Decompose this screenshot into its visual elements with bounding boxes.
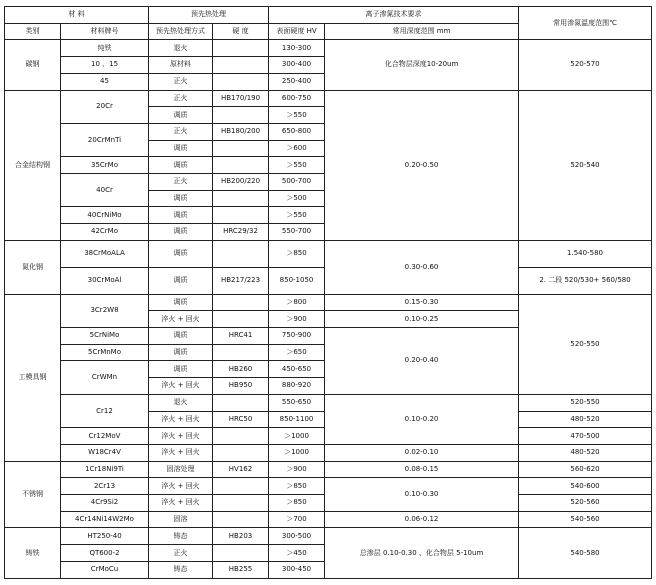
method-cell: 正火 (149, 123, 213, 140)
method-cell: 调质 (149, 344, 213, 361)
method-cell: 铸态 (149, 561, 213, 578)
method-cell: 正火 (149, 90, 213, 107)
grade-cell: 35CrMo (61, 157, 149, 174)
surface-hardness-cell: ＞550 (269, 107, 325, 124)
hardness-cell (213, 545, 269, 562)
surface-hardness-cell: 300-400 (269, 57, 325, 74)
grade-cell: 20Cr (61, 90, 149, 123)
header-hardness: 硬 度 (213, 23, 269, 40)
depth-cell: 0.15-0.30 (325, 294, 519, 311)
temp-cell: 470-500 (519, 428, 652, 445)
grade-cell: 42CrMo (61, 224, 149, 241)
surface-hardness-cell: ＞900 (269, 311, 325, 328)
surface-hardness-cell: 250-400 (269, 73, 325, 90)
depth-cell: 0.02-0.10 (325, 444, 519, 461)
surface-hardness-cell: 500-700 (269, 174, 325, 191)
header-category: 类别 (5, 23, 61, 40)
depth-cell: 0.10-0.20 (325, 394, 519, 444)
depth-cell: 化合物层深度10-20um (325, 40, 519, 90)
grade-cell: QT600-2 (61, 545, 149, 562)
surface-hardness-cell: 550-700 (269, 224, 325, 241)
method-cell: 调质 (149, 240, 213, 267)
surface-hardness-cell: 880-920 (269, 378, 325, 395)
table-row (5, 240, 652, 267)
temp-cell: 520-550 (519, 394, 652, 411)
grade-cell: CrMoCu (61, 561, 149, 578)
temp-cell: 540-580 (519, 528, 652, 579)
method-cell: 淬火 + 回火 (149, 495, 213, 512)
table-row (5, 394, 652, 411)
table-row (5, 511, 652, 528)
hardness-cell: HRC41 (213, 328, 269, 345)
grade-cell: 4Cr14Ni14W2Mo (61, 511, 149, 528)
hardness-cell: HB200/220 (213, 174, 269, 191)
surface-hardness-cell: ＞850 (269, 240, 325, 267)
grade-cell: Cr12 (61, 394, 149, 427)
depth-cell: 0.10-0.25 (325, 311, 519, 328)
header-row-1 (5, 7, 652, 24)
grade-cell: 4Cr9Si2 (61, 495, 149, 512)
hardness-cell: HB203 (213, 528, 269, 545)
temp-cell: 1.540-580 (519, 240, 652, 267)
depth-cell: 总渗层 0.10-0.30 、化合物层 5-10um (325, 528, 519, 579)
grade-cell: 5CrMnMo (61, 344, 149, 361)
surface-hardness-cell: ＞600 (269, 140, 325, 157)
hardness-cell (213, 294, 269, 311)
header-material: 材 料 (5, 7, 149, 24)
surface-hardness-cell: 300-450 (269, 561, 325, 578)
header-ion-tech: 离子渗氮技术要求 (269, 7, 519, 24)
table-row (5, 294, 652, 311)
grade-cell: 40CrNiMo (61, 207, 149, 224)
category-cell: 碳钢 (5, 40, 61, 90)
surface-hardness-cell: ＞850 (269, 495, 325, 512)
temp-cell: 540-560 (519, 511, 652, 528)
grade-cell: 纯铁 (61, 40, 149, 57)
hardness-cell: HB260 (213, 361, 269, 378)
method-cell: 正火 (149, 545, 213, 562)
table-row (5, 90, 652, 107)
method-cell: 淬火 + 回火 (149, 444, 213, 461)
surface-hardness-cell: 450-650 (269, 361, 325, 378)
hardness-cell (213, 478, 269, 495)
table-row (5, 528, 652, 545)
surface-hardness-cell: ＞1000 (269, 428, 325, 445)
grade-cell: CrWMn (61, 361, 149, 394)
depth-cell: 0.20-0.40 (325, 328, 519, 395)
header-method: 预先热处理方式 (149, 23, 213, 40)
surface-hardness-cell: ＞800 (269, 294, 325, 311)
hardness-cell (213, 207, 269, 224)
header-grade: 材料牌号 (61, 23, 149, 40)
grade-cell: 30CrMoAl (61, 267, 149, 294)
surface-hardness-cell: ＞550 (269, 207, 325, 224)
spec-table (4, 6, 652, 579)
method-cell: 调质 (149, 140, 213, 157)
header-common-temp: 常用渗氮温度范围℃ (519, 7, 652, 40)
surface-hardness-cell: 130-300 (269, 40, 325, 57)
hardness-cell: HB170/190 (213, 90, 269, 107)
method-cell: 调质 (149, 107, 213, 124)
method-cell: 退火 (149, 40, 213, 57)
temp-cell: 520-550 (519, 294, 652, 394)
grade-cell: W18Cr4V (61, 444, 149, 461)
hardness-cell (213, 40, 269, 57)
temp-cell: 2. 二段 520/530+ 560/580 (519, 267, 652, 294)
table-row (5, 478, 652, 495)
surface-hardness-cell: 850-1050 (269, 267, 325, 294)
method-cell: 调质 (149, 361, 213, 378)
hardness-cell: HB180/200 (213, 123, 269, 140)
depth-cell: 0.06-0.12 (325, 511, 519, 528)
temp-cell: 480-520 (519, 444, 652, 461)
method-cell: 淬火 + 回火 (149, 311, 213, 328)
temp-cell: 480-520 (519, 411, 652, 428)
table-row (5, 461, 652, 478)
method-cell: 正火 (149, 73, 213, 90)
method-cell: 淬火 + 回火 (149, 411, 213, 428)
surface-hardness-cell: ＞1000 (269, 444, 325, 461)
hardness-cell (213, 344, 269, 361)
hardness-cell (213, 311, 269, 328)
surface-hardness-cell: 750-900 (269, 328, 325, 345)
table-row (5, 444, 652, 461)
hardness-cell (213, 511, 269, 528)
hardness-cell: HB217/223 (213, 267, 269, 294)
grade-cell: 45 (61, 73, 149, 90)
surface-hardness-cell: ＞700 (269, 511, 325, 528)
hardness-cell (213, 107, 269, 124)
surface-hardness-cell: ＞500 (269, 190, 325, 207)
nitriding-spec-table (4, 6, 651, 579)
method-cell: 原材料 (149, 57, 213, 74)
method-cell: 调质 (149, 207, 213, 224)
grade-cell: 20CrMnTi (61, 123, 149, 156)
temp-cell: 540-600 (519, 478, 652, 495)
surface-hardness-cell: ＞450 (269, 545, 325, 562)
hardness-cell (213, 444, 269, 461)
depth-cell: 0.08-0.15 (325, 461, 519, 478)
hardness-cell: HRC50 (213, 411, 269, 428)
method-cell: 固溶处理 (149, 461, 213, 478)
category-cell: 氮化钢 (5, 240, 61, 294)
hardness-cell (213, 495, 269, 512)
hardness-cell (213, 394, 269, 411)
grade-cell: 10 、15 (61, 57, 149, 74)
temp-cell: 520-560 (519, 495, 652, 512)
method-cell: 正火 (149, 174, 213, 191)
method-cell: 铸态 (149, 528, 213, 545)
method-cell: 退火 (149, 394, 213, 411)
header-surface-hardness: 表面硬度 HV (269, 23, 325, 40)
grade-cell: 5CrNiMo (61, 328, 149, 345)
surface-hardness-cell: ＞650 (269, 344, 325, 361)
method-cell: 固溶 (149, 511, 213, 528)
surface-hardness-cell: 600-750 (269, 90, 325, 107)
hardness-cell (213, 57, 269, 74)
temp-cell: 520-540 (519, 90, 652, 240)
hardness-cell (213, 73, 269, 90)
grade-cell: Cr12MoV (61, 428, 149, 445)
method-cell: 调质 (149, 224, 213, 241)
hardness-cell: HB950 (213, 378, 269, 395)
table-row (5, 40, 652, 57)
surface-hardness-cell: 850-1100 (269, 411, 325, 428)
category-cell: 工模具钢 (5, 294, 61, 461)
category-cell: 合金结构钢 (5, 90, 61, 240)
method-cell: 调质 (149, 157, 213, 174)
hardness-cell (213, 190, 269, 207)
surface-hardness-cell: 650-800 (269, 123, 325, 140)
header-pretreatment: 预先热处理 (149, 7, 269, 24)
grade-cell: 3Cr2W8 (61, 294, 149, 327)
hardness-cell (213, 240, 269, 267)
method-cell: 调质 (149, 267, 213, 294)
surface-hardness-cell: ＞850 (269, 478, 325, 495)
hardness-cell (213, 140, 269, 157)
hardness-cell: HB255 (213, 561, 269, 578)
category-cell: 不锈钢 (5, 461, 61, 528)
depth-cell: 0.30-0.60 (325, 240, 519, 294)
grade-cell: HT250-40 (61, 528, 149, 545)
header-depth-range: 常用深度范围 mm (325, 23, 519, 40)
hardness-cell: HV162 (213, 461, 269, 478)
method-cell: 淬火 + 回火 (149, 428, 213, 445)
hardness-cell: HRC29/32 (213, 224, 269, 241)
depth-cell: 0.10-0.30 (325, 478, 519, 511)
grade-cell: 1Cr18Ni9Ti (61, 461, 149, 478)
depth-cell: 0.20-0.50 (325, 90, 519, 240)
method-cell: 淬火 + 回火 (149, 478, 213, 495)
method-cell: 调质 (149, 328, 213, 345)
temp-cell: 560-620 (519, 461, 652, 478)
surface-hardness-cell: 550-650 (269, 394, 325, 411)
surface-hardness-cell: 300-500 (269, 528, 325, 545)
grade-cell: 40Cr (61, 174, 149, 207)
category-cell: 铸铁 (5, 528, 61, 579)
method-cell: 淬火 + 回火 (149, 378, 213, 395)
method-cell: 调质 (149, 190, 213, 207)
grade-cell: 38CrMoALA (61, 240, 149, 267)
hardness-cell (213, 157, 269, 174)
method-cell: 调质 (149, 294, 213, 311)
temp-cell: 520-570 (519, 40, 652, 90)
surface-hardness-cell: ＞900 (269, 461, 325, 478)
surface-hardness-cell: ＞550 (269, 157, 325, 174)
hardness-cell (213, 428, 269, 445)
grade-cell: 2Cr13 (61, 478, 149, 495)
